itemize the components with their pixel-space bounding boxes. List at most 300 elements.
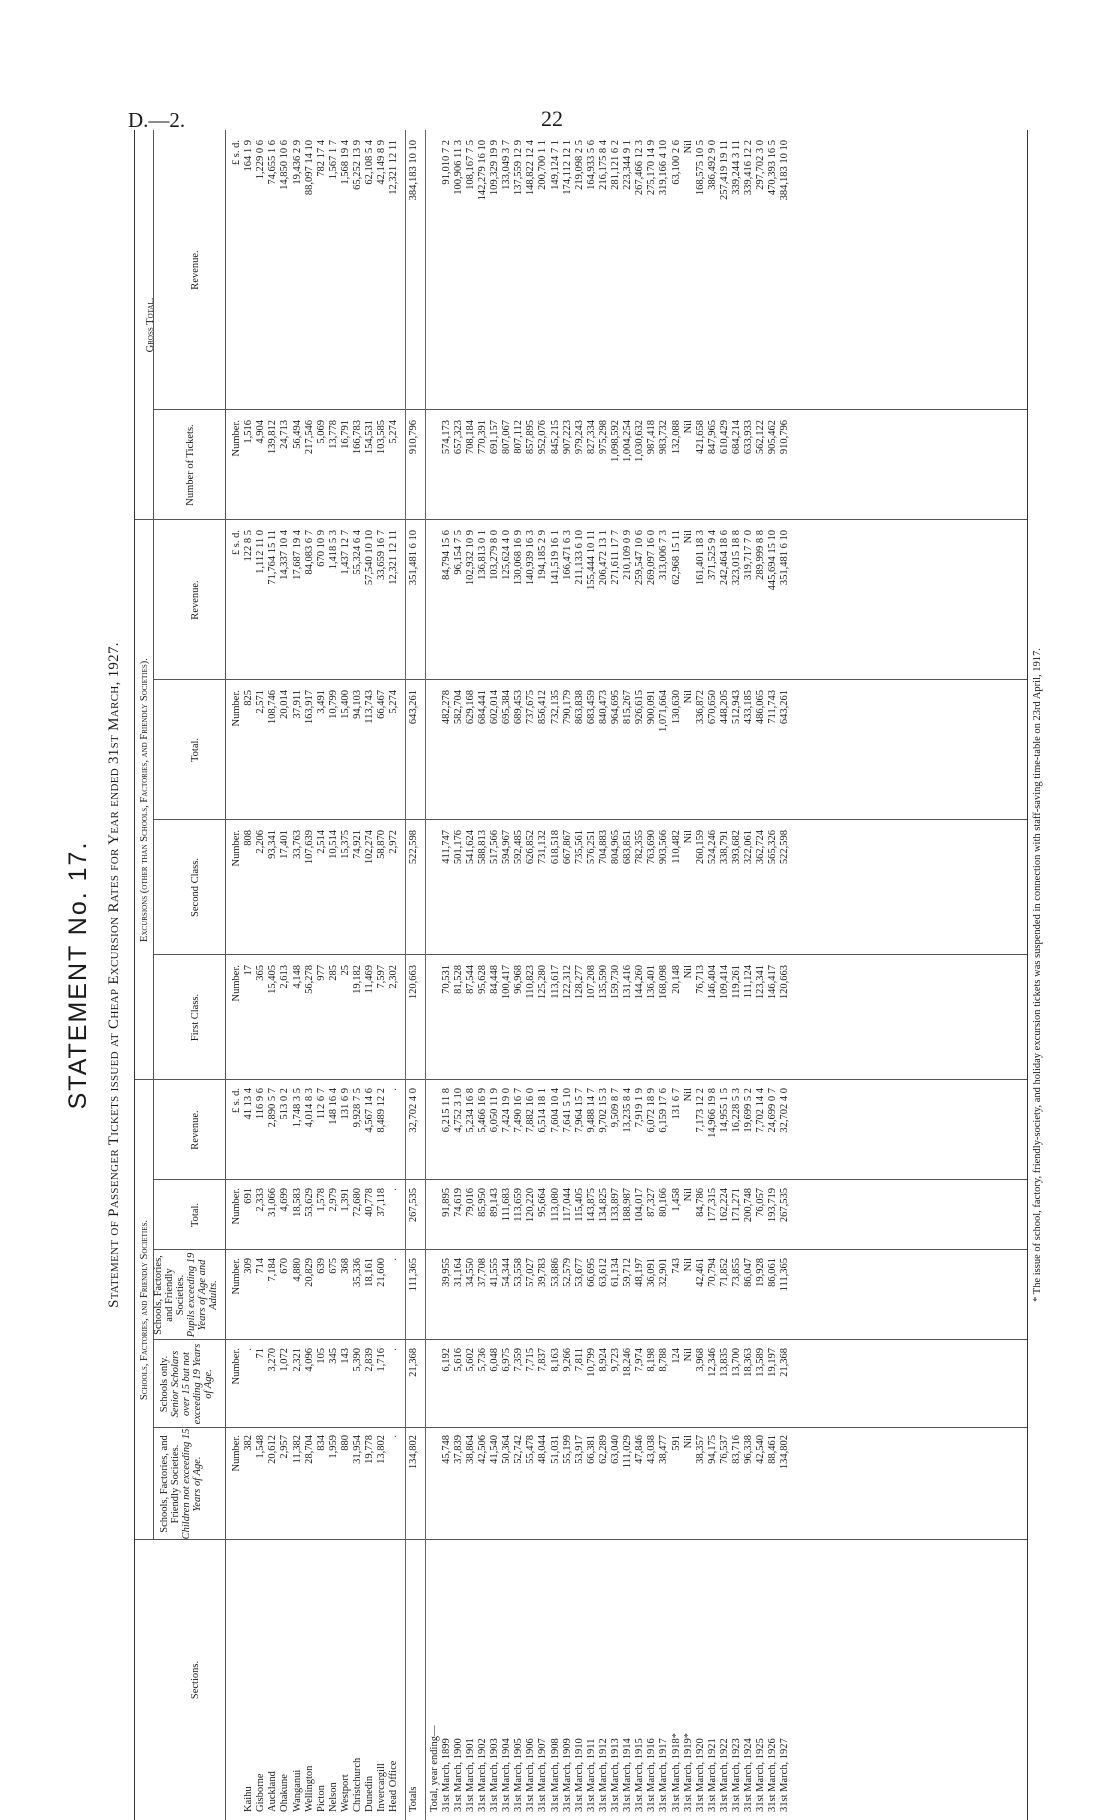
table-cell: 84,448 bbox=[489, 965, 500, 994]
table-cell: 52,742 bbox=[513, 1435, 525, 1464]
table-cell: 14,966 19 8 bbox=[706, 1088, 718, 1138]
table-cell: 53,917 bbox=[573, 1435, 585, 1464]
table-cell: 770,391 bbox=[476, 420, 488, 455]
table-cell: 24,713 bbox=[279, 420, 291, 449]
col-gross-revenue: Revenue. bbox=[190, 250, 201, 290]
row-label: Picton bbox=[315, 1785, 327, 1812]
table-cell: 790,179 bbox=[561, 690, 573, 725]
table-cell: 6,975 bbox=[501, 1348, 513, 1372]
rule-group bbox=[153, 130, 154, 1540]
table-cell: 120,220 bbox=[525, 1188, 537, 1223]
table-cell: 3,968 bbox=[694, 1348, 706, 1372]
row-label: 31st March, 1920 bbox=[694, 1738, 706, 1812]
table-cell: 675 bbox=[327, 1258, 339, 1274]
table-cell: 16,228 5 3 bbox=[731, 1088, 742, 1133]
table-cell: 384,183 10 10 bbox=[408, 140, 420, 201]
table-cell: 2,571 bbox=[255, 690, 267, 714]
table-cell: 7,424 19 0 bbox=[501, 1088, 513, 1133]
table-cell: 166,471 6 3 bbox=[561, 530, 573, 580]
table-cell: 206,472 13 1 bbox=[597, 530, 609, 586]
table-cell: 84,083 6 7 bbox=[303, 530, 315, 575]
table-cell: 8,163 bbox=[549, 1348, 561, 1372]
table-cell: 162,224 bbox=[718, 1188, 730, 1223]
table-cell: 120,663 bbox=[779, 965, 791, 1000]
statement-table bbox=[134, 130, 1028, 1820]
table-cell: 94,175 bbox=[706, 1435, 718, 1464]
table-cell: 96,154 7 5 bbox=[452, 530, 464, 575]
col-children bbox=[159, 1428, 203, 1540]
table-cell: 9,702 15 3 bbox=[597, 1088, 609, 1133]
table-cell: 588,813 bbox=[476, 830, 488, 865]
table-cell: 1,568 19 4 bbox=[339, 140, 351, 185]
table-cell: 62,108 5 4 bbox=[364, 140, 376, 185]
table-cell: 131 6 9 bbox=[339, 1088, 351, 1120]
table-cell: 111,683 bbox=[501, 1188, 513, 1222]
table-cell: 37,708 bbox=[476, 1258, 488, 1287]
table-cell: . bbox=[388, 1348, 400, 1351]
table-cell: 219,098 2 5 bbox=[573, 140, 585, 190]
table-cell: 137,559 12 9 bbox=[513, 140, 525, 196]
table-cell: 411,747 bbox=[440, 830, 452, 864]
table-cell: 9,488 14 7 bbox=[585, 1088, 597, 1133]
table-cell: 105 bbox=[315, 1348, 327, 1364]
table-cell: 10,799 bbox=[327, 690, 339, 719]
table-cell: 110,823 bbox=[525, 965, 537, 999]
row-label: 31st March, 1901 bbox=[464, 1738, 476, 1812]
row-label: 31st March, 1918* bbox=[670, 1732, 682, 1812]
table-cell: 5,736 bbox=[476, 1348, 488, 1372]
table-cell: 708,184 bbox=[464, 420, 476, 455]
row-label: 31st March, 1925 bbox=[755, 1738, 767, 1812]
table-cell: 108,167 7 5 bbox=[464, 140, 476, 190]
table-cell: 12,321 12 11 bbox=[388, 140, 400, 195]
table-cell: 133,049 3 7 bbox=[501, 140, 513, 190]
group-schools: Schools, Factories, and Friendly Societies. bbox=[139, 1219, 150, 1401]
table-cell: 486,065 bbox=[755, 690, 767, 725]
table-cell: 16,791 bbox=[339, 420, 351, 449]
row-label: 31st March, 1905 bbox=[513, 1738, 525, 1812]
col-scholars-head: Schools only. bbox=[159, 1355, 170, 1413]
column-rule bbox=[153, 954, 1027, 955]
unit-label: Number. bbox=[231, 690, 242, 727]
table-cell: Nil bbox=[682, 1088, 694, 1102]
table-cell: 14,850 10 6 bbox=[279, 140, 291, 190]
table-cell: 188,987 bbox=[622, 1188, 634, 1223]
table-cell: 120,663 bbox=[408, 965, 420, 1000]
table-cell: 142,279 16 10 bbox=[476, 140, 488, 201]
table-cell: 19,182 bbox=[352, 965, 363, 994]
table-cell: 87,544 bbox=[464, 965, 476, 994]
table-cell: 200,700 1 1 bbox=[537, 140, 549, 190]
table-cell: 322,061 bbox=[743, 830, 755, 865]
table-cell: 95,628 bbox=[476, 965, 488, 994]
table-cell: 2,972 bbox=[388, 830, 400, 854]
table-cell: 2,890 5 7 bbox=[267, 1088, 279, 1128]
table-cell: 271,611 17 7 bbox=[610, 530, 621, 585]
table-cell: 13,802 bbox=[376, 1435, 388, 1464]
table-cell: 128,277 bbox=[573, 965, 585, 1000]
table-cell: 4,096 bbox=[303, 1348, 315, 1372]
table-cell: 95,664 bbox=[537, 1188, 549, 1217]
table-cell: 72,680 bbox=[352, 1188, 363, 1217]
table-cell: 565,326 bbox=[767, 830, 779, 865]
table-cell: 107,208 bbox=[585, 965, 597, 1000]
table-cell: 217,546 bbox=[303, 420, 315, 455]
row-label: 31st March, 1912 bbox=[597, 1738, 609, 1812]
totals-rule bbox=[405, 130, 406, 1820]
row-label: 31st March, 1903 bbox=[489, 1738, 500, 1812]
table-cell: 448,205 bbox=[718, 690, 730, 725]
table-cell: 386,492 9 0 bbox=[706, 140, 718, 190]
table-cell: 76,057 bbox=[755, 1188, 767, 1217]
row-label: Auckland bbox=[267, 1771, 279, 1812]
table-cell: 155,444 10 11 bbox=[585, 530, 597, 590]
table-cell: 124 bbox=[670, 1348, 682, 1364]
table-cell: 134,802 bbox=[779, 1435, 791, 1470]
table-cell: Nil bbox=[682, 1435, 694, 1449]
table-cell: 94,103 bbox=[352, 690, 363, 719]
table-cell: 910,796 bbox=[408, 420, 420, 455]
table-cell: 242,464 18 6 bbox=[718, 530, 730, 586]
table-cell: 684,441 bbox=[476, 690, 488, 725]
table-cell: 626,852 bbox=[525, 830, 537, 865]
table-cell: 591 bbox=[670, 1435, 682, 1451]
table-cell: 689,453 bbox=[513, 690, 525, 725]
col-pupils-sub: Pupils exceeding 19 Years of Age and Adults. bbox=[186, 1252, 219, 1338]
table-cell: 96,968 bbox=[513, 965, 525, 994]
table-cell: 113,659 bbox=[513, 1188, 525, 1222]
table-cell: 926,615 bbox=[634, 690, 646, 725]
table-cell: 1,437 12 7 bbox=[339, 530, 351, 575]
table-cell: 63,612 bbox=[597, 1258, 609, 1287]
table-cell: 670,650 bbox=[706, 690, 718, 725]
table-cell: 37,911 bbox=[291, 690, 303, 719]
table-cell: 18,161 bbox=[364, 1258, 376, 1287]
table-cell: 691 bbox=[243, 1188, 255, 1204]
row-label: Wanganui bbox=[291, 1769, 303, 1812]
table-cell: 102,274 bbox=[364, 830, 376, 865]
table-cell: 154,531 bbox=[364, 420, 376, 455]
table-cell: 7,882 16 0 bbox=[525, 1088, 537, 1133]
table-cell: 782,355 bbox=[634, 830, 646, 865]
row-label: Totals bbox=[408, 1786, 420, 1812]
table-cell: 7,715 bbox=[525, 1348, 537, 1372]
table-cell: 863,838 bbox=[573, 690, 585, 725]
table-cell: 815,267 bbox=[622, 690, 634, 725]
table-cell: 74,619 bbox=[452, 1188, 464, 1217]
table-cell: 139,812 bbox=[267, 420, 279, 455]
table-cell: 362,724 bbox=[755, 830, 767, 865]
table-cell: 952,076 bbox=[537, 420, 549, 455]
table-cell: 5,466 16 9 bbox=[476, 1088, 488, 1133]
table-cell: 903,566 bbox=[658, 830, 670, 865]
table-cell: 76,537 bbox=[718, 1435, 730, 1464]
table-cell: 683,459 bbox=[585, 690, 597, 725]
table-cell: . bbox=[388, 1258, 400, 1261]
table-cell: 159,730 bbox=[610, 965, 621, 1000]
table-cell: 102,932 10 9 bbox=[464, 530, 476, 586]
table-cell: 618,518 bbox=[549, 830, 561, 865]
table-cell: 267,535 bbox=[779, 1188, 791, 1223]
row-label: 31st March, 1906 bbox=[525, 1738, 537, 1812]
page-code: D.—2. bbox=[128, 108, 186, 132]
table-cell: 1,391 bbox=[339, 1188, 351, 1212]
table-cell: 15,375 bbox=[339, 830, 351, 859]
table-cell: 5,390 bbox=[352, 1348, 363, 1372]
table-cell: 2,514 bbox=[315, 830, 327, 854]
table-cell: 592,485 bbox=[513, 830, 525, 865]
table-cell: 111,124 bbox=[743, 965, 755, 999]
table-cell: 164,933 5 6 bbox=[585, 140, 597, 190]
unit-label: £ s. d. bbox=[231, 1088, 242, 1114]
table-cell: 13,778 bbox=[327, 420, 339, 449]
row-label: Ohakune bbox=[279, 1774, 291, 1812]
table-cell: 18,583 bbox=[291, 1188, 303, 1217]
table-cell: 711,743 bbox=[767, 690, 779, 724]
table-cell: 20,612 bbox=[267, 1435, 279, 1464]
table-cell: 32,702 4 0 bbox=[779, 1088, 791, 1133]
row-label: Westport bbox=[339, 1774, 351, 1812]
table-cell: 610,429 bbox=[718, 420, 730, 455]
table-cell: 987,418 bbox=[646, 420, 658, 455]
table-cell: 10,799 bbox=[585, 1348, 597, 1377]
table-cell: 107,639 bbox=[303, 830, 315, 865]
table-cell: 269,097 16 0 bbox=[646, 530, 658, 586]
col-total: Total. bbox=[190, 1202, 201, 1228]
table-cell: 7,641 5 10 bbox=[561, 1088, 573, 1133]
table-cell: 123,341 bbox=[755, 965, 767, 1000]
table-cell: 267,535 bbox=[408, 1188, 420, 1223]
table-cell: 2,839 bbox=[364, 1348, 376, 1372]
table-cell: 130,630 bbox=[670, 690, 682, 725]
table-cell: 6,159 17 6 bbox=[658, 1088, 670, 1133]
unit-label: Number. bbox=[231, 830, 242, 867]
table-cell: 339,416 12 2 bbox=[743, 140, 755, 196]
table-cell: 1,578 bbox=[315, 1188, 327, 1212]
table-cell: 900,091 bbox=[646, 690, 658, 725]
col-scholars-sub: Senior Scholars over 15 but not exceeding 19 Years of Age. bbox=[170, 1343, 214, 1425]
table-cell: 93,341 bbox=[267, 830, 279, 859]
table-cell: 5,274 bbox=[388, 690, 400, 714]
table-cell: 977 bbox=[315, 965, 327, 981]
table-cell: 2,957 bbox=[279, 1435, 291, 1459]
table-cell: 38,864 bbox=[464, 1435, 476, 1464]
table-cell: 74,655 1 6 bbox=[267, 140, 279, 185]
row-label: 31st March, 1917 bbox=[658, 1738, 670, 1812]
col-revenue2: Revenue. bbox=[190, 580, 201, 620]
table-cell: 143 bbox=[339, 1348, 351, 1364]
table-cell: 136,401 bbox=[646, 965, 658, 1000]
table-cell: 168,575 10 5 bbox=[694, 140, 706, 196]
table-cell: 9,266 bbox=[561, 1348, 573, 1372]
table-cell: 13,589 bbox=[755, 1348, 767, 1377]
table-cell: 146,417 bbox=[767, 965, 779, 1000]
table-cell: 8,924 bbox=[597, 1348, 609, 1372]
row-label: 31st March, 1921 bbox=[706, 1738, 718, 1812]
table-cell: 53,629 bbox=[303, 1188, 315, 1217]
table-cell: 17,401 bbox=[279, 830, 291, 859]
table-cell: 56,494 bbox=[291, 420, 303, 449]
table-cell: 85,950 bbox=[476, 1188, 488, 1217]
table-cell: 433,185 bbox=[743, 690, 755, 725]
table-cell: 6,050 11 9 bbox=[489, 1088, 500, 1133]
table-cell: 6,192 bbox=[440, 1348, 452, 1372]
table-cell: 905,462 bbox=[767, 420, 779, 455]
table-cell: 131 6 7 bbox=[670, 1088, 682, 1120]
table-cell: 594,967 bbox=[501, 830, 513, 865]
table-cell: 7,702 14 4 bbox=[755, 1088, 767, 1133]
table-cell: 19,197 bbox=[767, 1348, 779, 1377]
row-label: Nelson bbox=[327, 1782, 339, 1812]
table-cell: 1,072 bbox=[279, 1348, 291, 1372]
table-cell: 3,491 bbox=[315, 690, 327, 714]
table-cell: 41 13 4 bbox=[243, 1088, 255, 1120]
unit-label: Number. bbox=[231, 965, 242, 1002]
table-cell: 5,274 bbox=[388, 420, 400, 444]
table-cell: 56,278 bbox=[303, 965, 315, 994]
table-cell: 42,540 bbox=[755, 1435, 767, 1464]
table-cell: 134,825 bbox=[597, 1188, 609, 1223]
table-cell: 50,364 bbox=[501, 1435, 513, 1464]
table-cell: 7,837 bbox=[537, 1348, 549, 1372]
col-pupils-head: Schools, Factories, and Friendly Societies. bbox=[153, 1255, 186, 1335]
table-cell: 13,835 bbox=[718, 1348, 730, 1377]
row-label: 31st March, 1924 bbox=[743, 1738, 755, 1812]
table-cell: 21,368 bbox=[779, 1348, 791, 1377]
table-cell: 522,598 bbox=[408, 830, 420, 865]
col-children-sub: Children not exceeding 15 Years of Age. bbox=[181, 1428, 203, 1540]
table-cell: 1,516 bbox=[243, 420, 255, 444]
table-cell: 54,344 bbox=[501, 1258, 513, 1287]
table-cell: 86,061 bbox=[767, 1258, 779, 1287]
table-cell: 743 bbox=[670, 1258, 682, 1274]
table-cell: 297,702 3 0 bbox=[755, 140, 767, 190]
table-cell: 38,477 bbox=[658, 1435, 670, 1464]
row-label: Wellington bbox=[303, 1765, 315, 1812]
table-cell: 445,694 15 10 bbox=[767, 530, 779, 591]
table-cell: 524,246 bbox=[706, 830, 718, 865]
group-excursions: Excursions (other than Schools, Factories, and Friendly Societies). bbox=[139, 658, 150, 942]
table-cell: 1,229 0 6 bbox=[255, 140, 267, 180]
table-cell: 103,279 8 0 bbox=[489, 530, 500, 580]
table-cell: 4,148 bbox=[291, 965, 303, 989]
table-cell: . bbox=[388, 1188, 400, 1191]
table-cell: 15,405 bbox=[267, 965, 279, 994]
table-cell: 66,381 bbox=[585, 1435, 597, 1464]
row-label: 31st March, 1907 bbox=[537, 1738, 549, 1812]
table-cell: 9,723 bbox=[610, 1348, 621, 1372]
table-cell: 53,558 bbox=[513, 1258, 525, 1287]
table-cell: 582,704 bbox=[452, 690, 464, 725]
table-cell: . bbox=[388, 1088, 400, 1091]
table-cell: 33,659 16 7 bbox=[376, 530, 388, 580]
row-label: 31st March, 1900 bbox=[452, 1738, 464, 1812]
table-cell: 1,548 bbox=[255, 1435, 267, 1459]
table-cell: 87,327 bbox=[646, 1188, 658, 1217]
unit-label: Number. bbox=[231, 1258, 242, 1295]
table-cell: 695,384 bbox=[501, 690, 513, 725]
table-cell: 55,199 bbox=[561, 1435, 573, 1464]
row-label: 31st March, 1902 bbox=[476, 1738, 488, 1812]
table-cell: 1,458 bbox=[670, 1188, 682, 1212]
table-cell: 62,289 bbox=[597, 1435, 609, 1464]
table-cell: 112 6 7 bbox=[315, 1088, 327, 1120]
table-cell: 31,954 bbox=[352, 1435, 363, 1464]
table-cell: 39,955 bbox=[440, 1258, 452, 1287]
table-cell: 141,519 16 1 bbox=[549, 530, 561, 586]
table-cell: 88,097 14 10 bbox=[303, 140, 315, 196]
table-cell: 125,280 bbox=[537, 965, 549, 1000]
table-cell: 161,401 18 3 bbox=[694, 530, 706, 586]
column-rule bbox=[135, 1079, 1027, 1080]
table-cell: 285 bbox=[327, 965, 339, 981]
table-cell: 4,699 bbox=[279, 1188, 291, 1212]
table-cell: 6,514 18 1 bbox=[537, 1088, 549, 1133]
table-cell: 89,143 bbox=[489, 1188, 500, 1217]
table-cell: 737,675 bbox=[525, 690, 537, 725]
table-cell: 6,215 11 8 bbox=[440, 1088, 452, 1133]
table-cell: 111,365 bbox=[408, 1258, 420, 1292]
years-label: Total, year ending— bbox=[428, 1725, 440, 1812]
table-cell: 683,851 bbox=[622, 830, 634, 865]
table-cell: 7,184 bbox=[267, 1258, 279, 1282]
table-cell: 5,616 bbox=[452, 1348, 464, 1372]
table-cell: 39,783 bbox=[537, 1258, 549, 1287]
row-label: Christchurch bbox=[352, 1757, 363, 1812]
table-cell: 73,855 bbox=[731, 1258, 742, 1287]
table-cell: 8,198 bbox=[646, 1348, 658, 1372]
table-cell: 825 bbox=[243, 690, 255, 706]
table-cell: 149,124 7 1 bbox=[549, 140, 561, 190]
table-cell: 140,939 16 3 bbox=[525, 530, 537, 586]
table-cell: Nil bbox=[682, 420, 694, 434]
table-cell: 338,791 bbox=[718, 830, 730, 865]
rule-header bbox=[225, 130, 226, 1820]
table-cell: 21,368 bbox=[408, 1348, 420, 1377]
table-cell: 808 bbox=[243, 830, 255, 846]
table-cell: 143,875 bbox=[585, 1188, 597, 1223]
table-cell: 63,040 bbox=[610, 1435, 621, 1464]
col-revenue: Revenue. bbox=[190, 1110, 201, 1150]
row-label: 31st March, 1919* bbox=[682, 1732, 694, 1812]
table-cell: 48,197 bbox=[634, 1258, 646, 1287]
row-label: 31st March, 1922 bbox=[718, 1738, 730, 1812]
table-cell: 5,069 bbox=[315, 420, 327, 444]
table-cell: 667,867 bbox=[561, 830, 573, 865]
table-cell: 421,658 bbox=[694, 420, 706, 455]
row-label: 31st March, 1927 bbox=[779, 1738, 791, 1812]
table-cell: 857,895 bbox=[525, 420, 537, 455]
table-cell: 14,337 10 4 bbox=[279, 530, 291, 580]
table-cell: 70,794 bbox=[706, 1258, 718, 1287]
table-cell: 76,713 bbox=[694, 965, 706, 994]
table-cell: 4,904 bbox=[255, 420, 267, 444]
table-cell: 19,436 2 9 bbox=[291, 140, 303, 185]
table-cell: 113,743 bbox=[364, 690, 376, 724]
table-cell: 2,321 bbox=[291, 1348, 303, 1372]
table-cell: 482,278 bbox=[440, 690, 452, 725]
col-sections: Sections. bbox=[190, 1660, 201, 1700]
table-cell: 146,404 bbox=[706, 965, 718, 1000]
table-cell: 104,017 bbox=[634, 1188, 646, 1223]
table-cell: 24,699 0 7 bbox=[767, 1088, 779, 1133]
row-label: 31st March, 1904 bbox=[501, 1738, 513, 1812]
table-cell: 11,469 bbox=[364, 965, 376, 994]
table-cell: 80,166 bbox=[658, 1188, 670, 1217]
table-cell: 735,561 bbox=[573, 830, 585, 865]
table-cell: 84,794 15 6 bbox=[440, 530, 452, 580]
table-cell: 21,600 bbox=[376, 1258, 388, 1287]
